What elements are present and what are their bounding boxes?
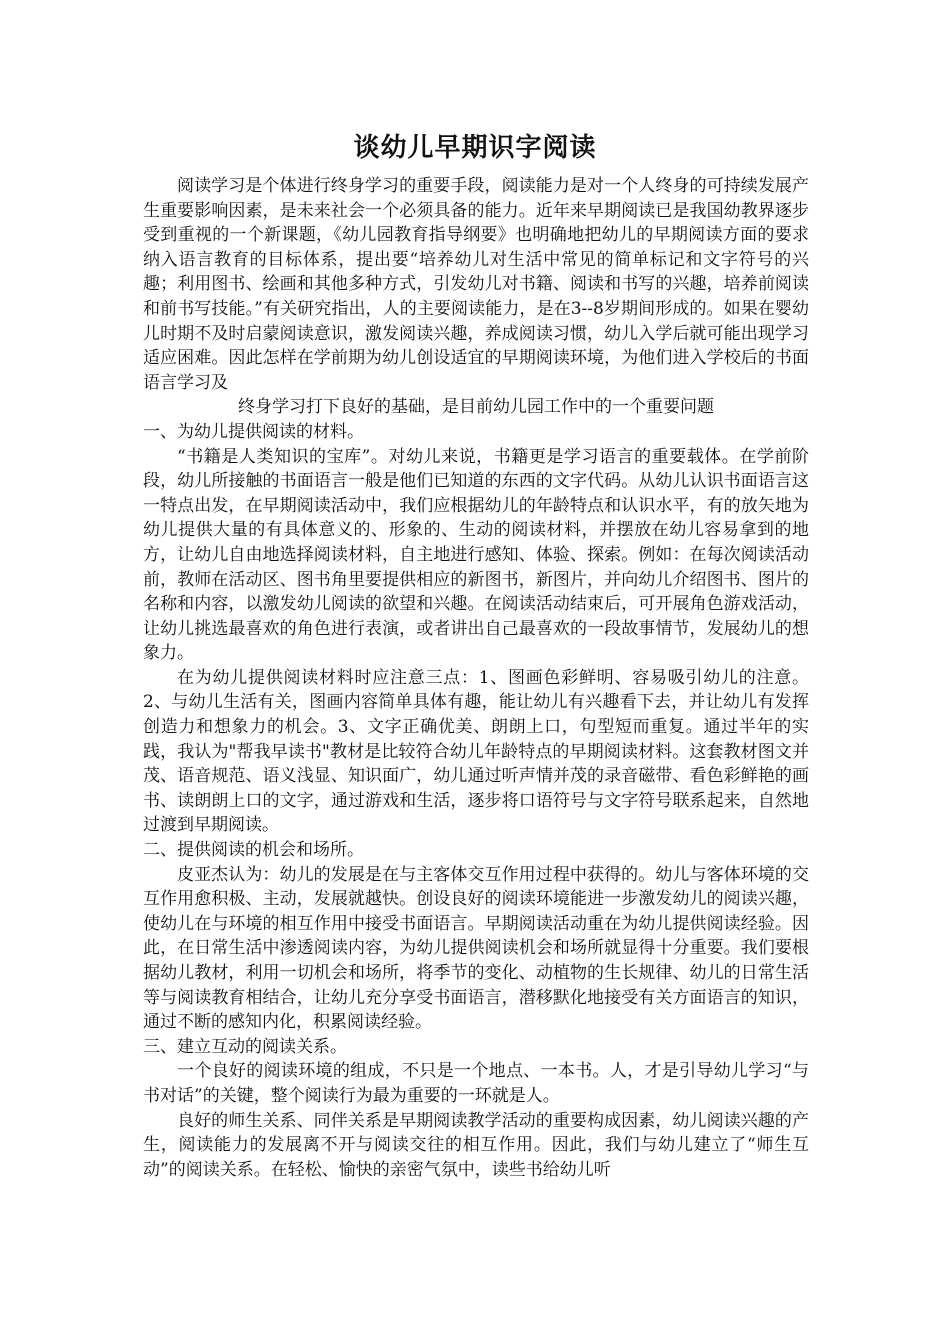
section1-paragraph-2: 在为幼儿提供阅读材料时应注意三点：1、图画色彩鲜明、容易吸引幼儿的注意。2、与幼儿生活有关，图画内容简单具体有趣，能让幼儿有兴趣看下去，并让幼儿有发挥创造力和想象力的机会。3、文字正确优美、朗朗上口，句型短而重复。通过半年的实践，我认为"帮我早读书"教材是比较符合幼儿年龄特点的早期阅读材料。这套教材图文并茂、语音规范、语义浅显、知识面广，幼儿通过听声情并茂的录音磁带、看色彩鲜艳的画书、读朗朗上口的文字，通过游戏和生活，逐步将口语符号与文字符号联系起来，自然地过渡到早期阅读。 xyxy=(143,667,809,836)
section1-paragraph-1: “书籍是人类知识的宝库”。对幼儿来说，书籍更是学习语言的重要载体。在学前阶段，幼儿所接触的书面语言一般是他们已知道的东西的文字代码。从幼儿认识书面语言这一特点出发，在早期阅读活动中，我们应根据幼儿的年龄特点和认识水平，有的放矢地为幼儿提供大量的有具体意义的、形象的、生动的阅读材料，并摆放在幼儿容易拿到的地方，让幼儿自由地选择阅读材料，自主地进行感知、体验、探索。例如：在每次阅读活动前，教师在活动区、图书角里要提供相应的新图书，新图片，并向幼儿介绍图书、图片的名称和内容，以激发幼儿阅读的欲望和兴趣。在阅读活动结束后，可开展角色游戏活动，让幼儿挑选最喜欢的角色进行表演，或者讲出自己最喜欢的一段故事情节，发展幼儿的想象力。 xyxy=(143,446,809,664)
section3-paragraph-2: 良好的师生关系、同伴关系是早期阅读教学活动的重要构成因素，幼儿阅读兴趣的产生，阅读能力的发展离不开与阅读交往的相互作用。因此，我们与幼儿建立了“师生互动”的阅读关系。在轻松、愉快的亲密气氛中，读些书给幼儿听 xyxy=(143,1110,809,1180)
section2-heading: 二、提供阅读的机会和场所。 xyxy=(143,840,364,861)
document-body xyxy=(143,174,809,1182)
section3-heading: 三、建立互动的阅读关系。 xyxy=(143,1036,347,1057)
intro-tail-line: 终身学习打下良好的基础，是目前幼儿园工作中的一个重要问题 xyxy=(238,397,714,418)
intro-paragraph: 阅读学习是个体进行终身学习的重要手段，阅读能力是对一个人终身的可持续发展产生重要影响因素，是未来社会一个必须具备的能力。近年来早期阅读已是我国幼教界逐步受到重视的一个新课题，《幼儿园教育指导纲要》也明确地把幼儿的早期阅读方面的要求纳入语言教育的目标体系，提出要“培养幼儿对生活中常见的简单标记和文字符号的兴趣；利用图书、绘画和其他多种方式，引发幼儿对书籍、阅读和书写的兴趣，培养前阅读和前书写技能。”有关研究指出，人的主要阅读能力，是在3--8岁期间形成的。如果在婴幼儿时期不及时启蒙阅读意识，激发阅读兴趣，养成阅读习惯，幼儿入学后就可能出现学习适应困难。因此怎样在学前期为幼儿创设适宜的早期阅读环境，为他们进入学校后的书面语言学习及 xyxy=(143,176,809,393)
section1-heading: 一、为幼儿提供阅读的材料。 xyxy=(143,421,364,442)
document-title: 谈幼儿早期识字阅读 xyxy=(353,133,597,163)
section3-paragraph-1: 一个良好的阅读环境的组成，不只是一个地点、一本书。人，才是引导幼儿学习“与书对话”的关键，整个阅读行为最为重要的一环就是人。 xyxy=(143,1061,809,1106)
section2-paragraph-1: 皮亚杰认为：幼儿的发展是在与主客体交互作用过程中获得的。幼儿与客体环境的交互作用愈积极、主动，发展就越快。创设良好的阅读环境能进一步激发幼儿的阅读兴趣，使幼儿在与环境的相互作用中接受书面语言。早期阅读活动重在为幼儿提供阅读经验。因此，在日常生活中渗透阅读内容，为幼儿提供阅读机会和场所就显得十分重要。我们要根据幼儿教材，利用一切机会和场所，将季节的变化、动植物的生长规律、幼儿的日常生活等与阅读教育相结合，让幼儿充分享受书面语言，潜移默化地接受有关方面语言的知识，通过不断的感知内化，积累阅读经验。 xyxy=(143,864,809,1033)
